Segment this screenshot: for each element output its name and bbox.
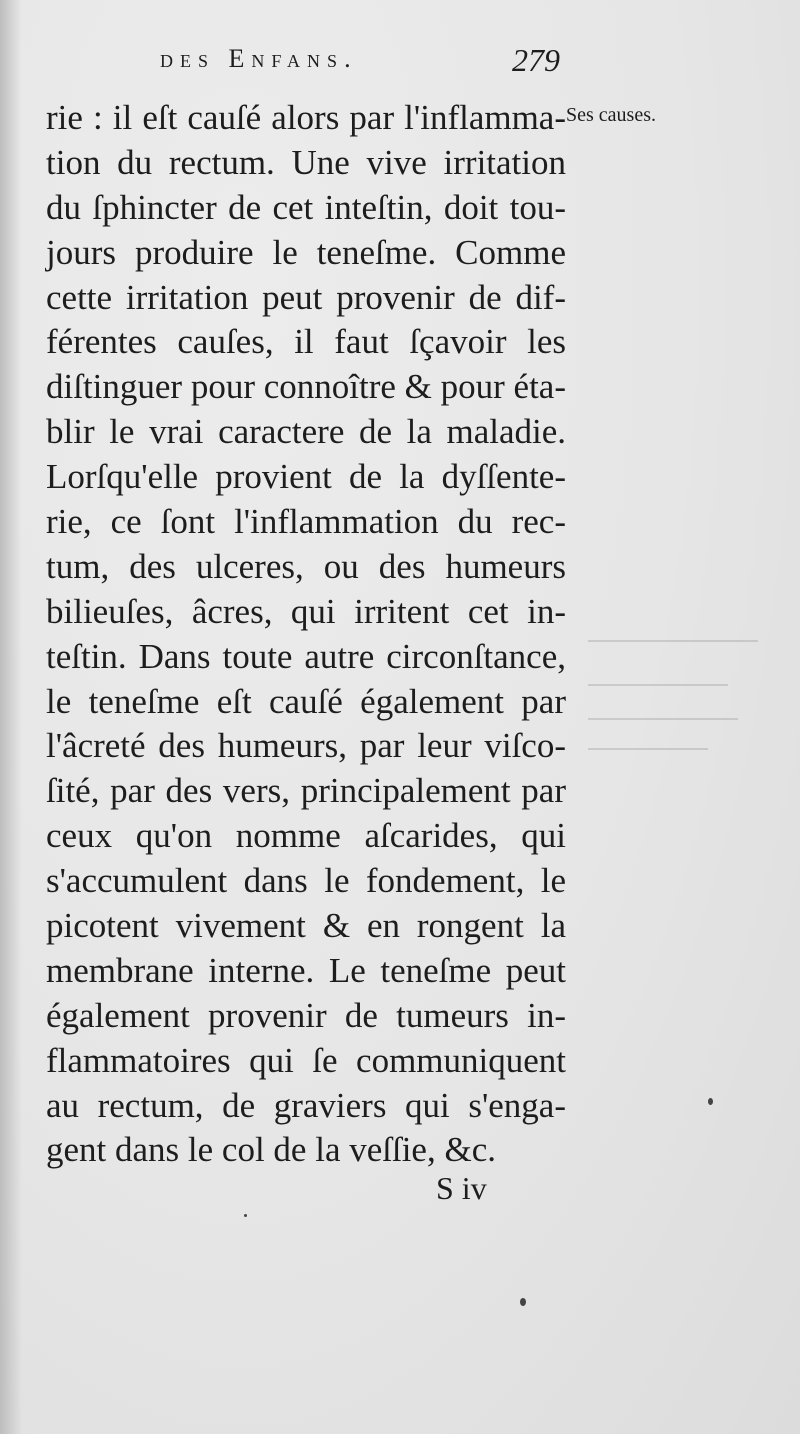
paper-speck [244,1214,247,1217]
text-line: teſtin. Dans toute autre circonſtance, [46,636,566,676]
text-line: du ſphincter de cet inteſtin, doit tou- [46,187,566,227]
show-through-line [588,718,738,720]
text-line: flammatoires qui ſe communiquent [46,1040,566,1080]
text-line: membrane interne. Le teneſme peut [46,950,566,990]
running-head [160,40,560,80]
body-text [46,96,566,1173]
show-through-line [588,640,758,642]
text-line: bilieuſes, âcres, qui irritent cet in- [46,591,566,631]
paper-speck [708,1098,713,1105]
text-line: cette irritation peut provenir de dif- [46,277,566,317]
text-line: jours produire le teneſme. Comme [46,232,566,272]
text-line: ceux qu'on nomme aſcarides, qui [46,816,566,856]
text-line: au rectum, de graviers qui s'enga- [46,1085,566,1125]
text-line: tum, des ulceres, ou des humeurs [46,546,566,586]
gutter-shadow [0,0,22,1434]
paper-speck [520,1298,526,1306]
text-line: gent dans le col de la veſſie, &c. [46,1130,496,1170]
text-line: diſtinguer pour connoître & pour éta- [46,367,566,407]
running-title: des Enfans. [160,44,358,73]
text-line: tion du rectum. Une vive irritation [46,142,566,182]
page-number: 279 [512,42,560,78]
show-through-line [588,748,708,750]
text-line: rie, ce ſont l'inflammation du rec- [46,502,566,542]
signature-mark: S iv [436,1170,487,1206]
text-line: ſité, par des vers, principalement par [46,771,566,811]
text-line: rie : il eſt cauſé alors par l'inflamma- [46,98,566,137]
text-line: le teneſme eſt cauſé également par [46,681,566,721]
text-line: également provenir de tumeurs in- [46,995,566,1035]
text-line: férentes cauſes, il faut ſçavoir les [46,322,566,362]
text-line: Lorſqu'elle provient de la dyſſente- [46,457,566,497]
margin-note: Ses causes. [566,104,656,126]
text-line: blir le vrai caractere de la maladie. [46,412,566,452]
text-line: picotent vivement & en rongent la [46,906,566,946]
text-line: l'âcreté des humeurs, par leur viſco- [46,726,566,766]
show-through-line [588,684,728,686]
text-line: s'accumulent dans le fondement, le [46,861,566,901]
